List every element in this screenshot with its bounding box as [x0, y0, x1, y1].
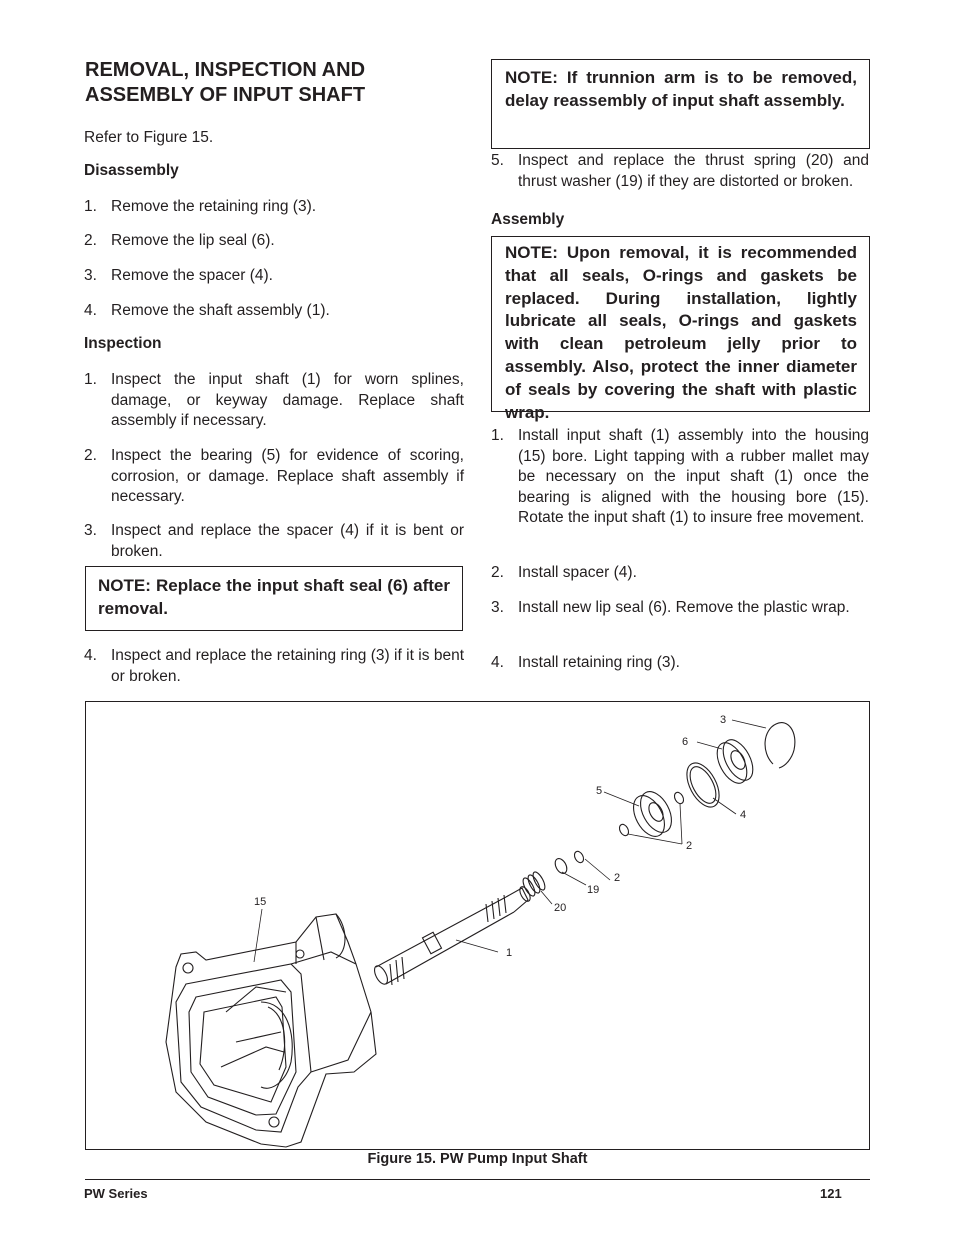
callout-5: 5	[596, 785, 603, 797]
inspection-step	[84, 370, 464, 432]
step-number: 4.	[84, 302, 97, 319]
step-text: Install input shaft (1) assembly into the housing (15) bore. Light tapping with a rubber mallet may be necessary on the input shaft (1) once the bearing is aligned with the housing bore (15). Rotate the input shaft (1) to insure free movement.	[518, 427, 869, 526]
step-number: 1.	[84, 371, 97, 388]
step-number: 3.	[491, 599, 504, 616]
step-number: 1.	[491, 427, 504, 444]
o-ring-part	[573, 850, 586, 864]
step-text: Install spacer (4).	[518, 564, 637, 581]
step-text: Inspect and replace the retaining ring (3) if it is bent or broken.	[111, 647, 464, 685]
note-seal-box	[85, 566, 463, 631]
step-number: 1.	[84, 198, 97, 215]
callout-1: 1	[506, 947, 513, 959]
step-text: Inspect the bearing (5) for evidence of scoring, corrosion, or damage. Replace shaft assembly if necessary.	[111, 447, 464, 505]
assembly-step	[491, 563, 870, 584]
step-text: Inspect the input shaft (1) for worn splines, damage, or keyway damage. Replace shaft assembly if necessary.	[111, 371, 464, 429]
figure-frame	[85, 701, 870, 1150]
inspection-step	[84, 646, 464, 688]
inspection-step	[84, 446, 464, 508]
step-text: Remove the spacer (4).	[111, 267, 273, 284]
step-text: Install new lip seal (6). Remove the plastic wrap.	[518, 599, 850, 616]
note-trunnion-box	[491, 59, 870, 149]
retaining-ring-part	[765, 723, 795, 768]
note-assembly-text: NOTE: Upon removal, it is recommended that all seals, O-rings and gaskets be replaced. During installation, lightly lubricate all seals, O-rings and gaskets with clean petroleum jelly prior to assembly. Also, protect the inner diameter of seals by covering the shaft with plastic wrap.	[505, 243, 857, 422]
housing-part	[166, 914, 376, 1147]
callout-6: 6	[682, 736, 689, 748]
step-text: Remove the retaining ring (3).	[111, 198, 317, 215]
step-text: Remove the shaft assembly (1).	[111, 302, 330, 319]
assembly-step	[491, 426, 870, 550]
inspection-step	[84, 521, 464, 563]
inspection-heading: Inspection	[84, 335, 162, 352]
step-number: 4.	[491, 654, 504, 671]
callout-19: 19	[587, 884, 600, 896]
spacer-part	[680, 758, 725, 813]
step-number: 2.	[84, 232, 97, 249]
note-assembly-box	[491, 236, 870, 422]
disassembly-step	[84, 301, 464, 322]
step-text: Inspect and replace the thrust spring (20) and thrust washer (19) if they are distorted or broken.	[518, 152, 869, 190]
callout-4: 4	[740, 809, 747, 821]
step-text: Inspect and replace the spacer (4) if it is bent or broken.	[111, 522, 464, 560]
assembly-step	[491, 653, 870, 674]
input-shaft-part	[372, 885, 532, 986]
callout-15: 15	[254, 896, 267, 908]
callout-20: 20	[554, 902, 567, 914]
exploded-view-illustration	[86, 702, 869, 1149]
step-number: 4.	[84, 647, 97, 664]
disassembly-step	[84, 197, 464, 218]
bearing-part	[627, 786, 678, 841]
footer-series: PW Series	[84, 1186, 148, 1201]
footer-rule	[85, 1179, 870, 1180]
callout-2: 2	[614, 872, 621, 884]
disassembly-step	[84, 231, 464, 252]
step-number: 5.	[491, 152, 504, 169]
lip-seal-part	[711, 735, 759, 788]
callout-2: 2	[686, 840, 693, 852]
disassembly-step	[84, 266, 464, 287]
step-number: 3.	[84, 522, 97, 539]
thrust-washer-part	[553, 857, 569, 876]
assembly-heading: Assembly	[491, 211, 565, 228]
refer-text: Refer to Figure 15.	[84, 129, 214, 146]
step-text: Remove the lip seal (6).	[111, 232, 275, 249]
figure-caption: Figure 15. PW Pump Input Shaft	[367, 1151, 588, 1167]
step-text: Install retaining ring (3).	[518, 654, 680, 671]
section-title: REMOVAL, INSPECTION AND ASSEMBLY OF INPUT SHAFT	[85, 59, 366, 106]
step-number: 3.	[84, 267, 97, 284]
disassembly-heading: Disassembly	[84, 162, 179, 179]
o-ring-part	[618, 823, 631, 837]
callout-3: 3	[720, 714, 727, 726]
o-ring-part	[673, 791, 686, 805]
page-number: 121	[820, 1186, 842, 1201]
step-number: 2.	[491, 564, 504, 581]
inspection-step	[491, 151, 870, 213]
note-trunnion-text: NOTE: If trunnion arm is to be removed, delay reassembly of input shaft assembly.	[505, 68, 857, 110]
note-seal-text: NOTE: Replace the input shaft seal (6) after removal.	[98, 576, 450, 618]
step-number: 2.	[84, 447, 97, 464]
assembly-step	[491, 598, 870, 640]
